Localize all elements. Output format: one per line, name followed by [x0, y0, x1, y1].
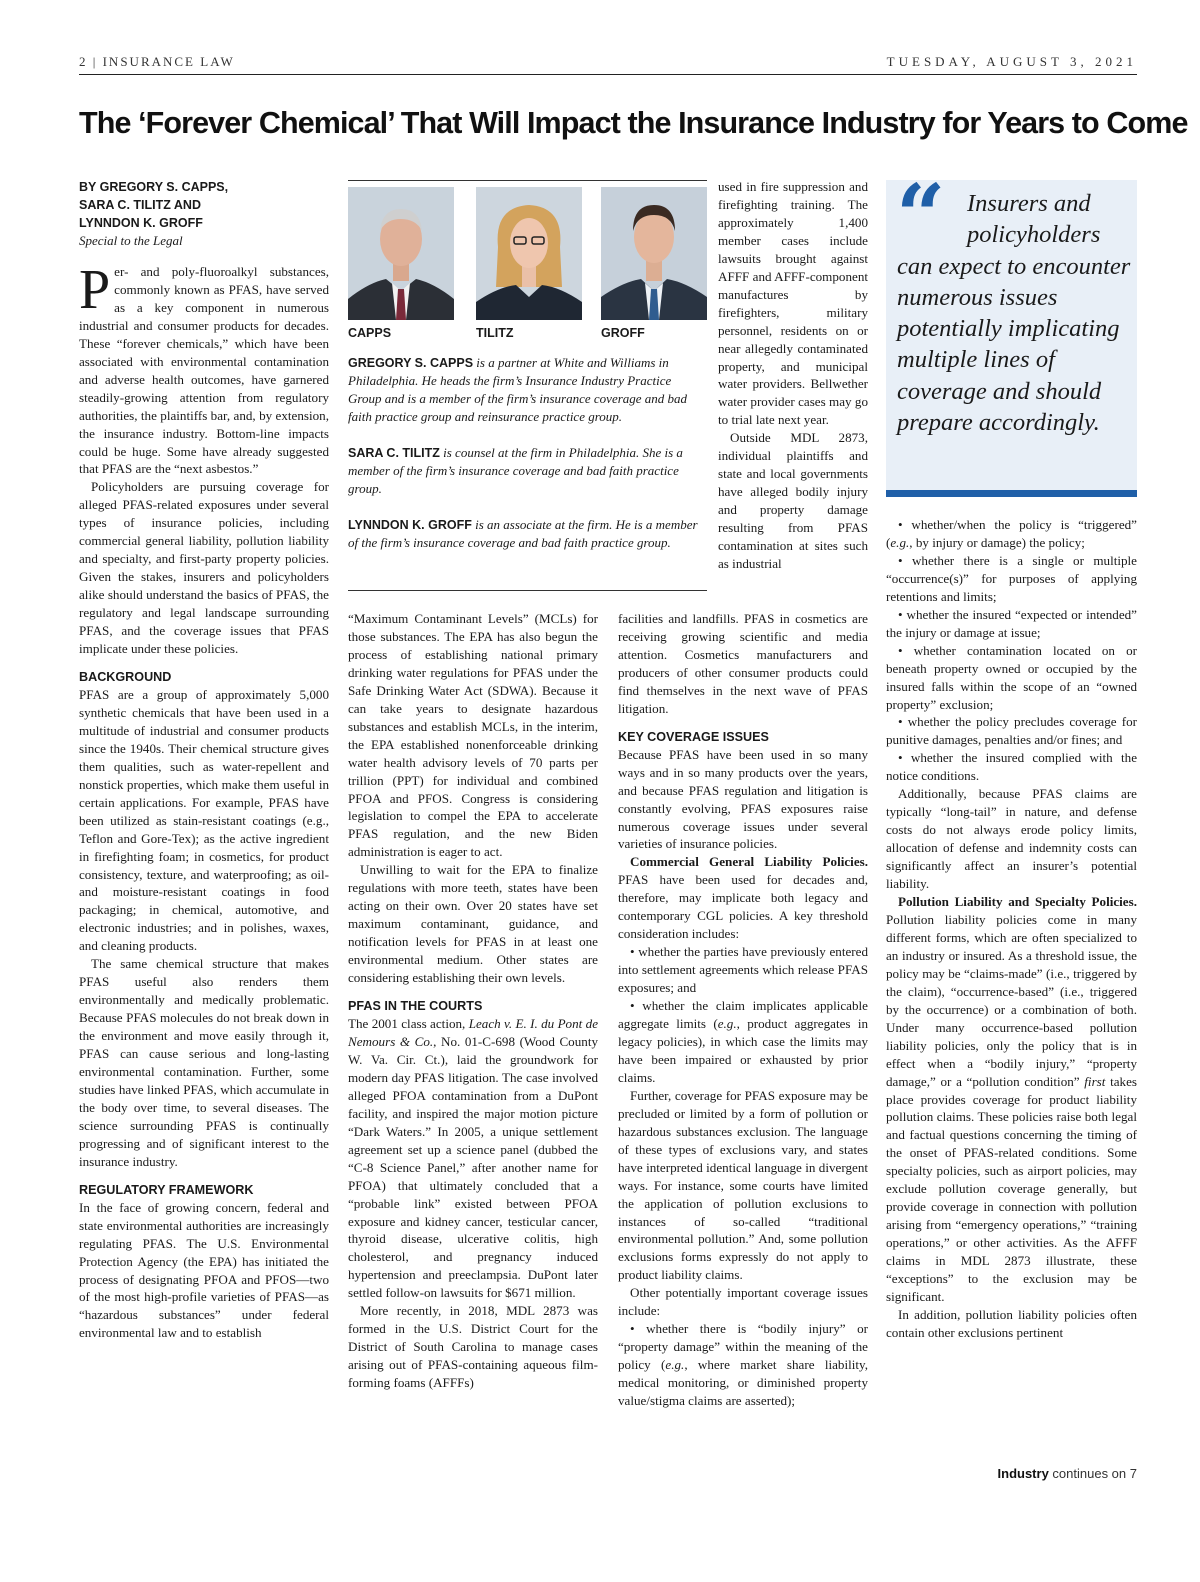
- byline-source: Special to the Legal: [79, 233, 183, 248]
- bio-capps: GREGORY S. CAPPS is a partner at White and Williams in Philadelphia. He heads the firm’s Insurance Industry Practice Group and is a member of the firm’s insurance coverage and bad faith practice group and reinsurance practice group.: [348, 355, 688, 424]
- bio-groff: LYNNDON K. GROFF is an associate at the firm. He is a member of the firm’s insurance coverage and bad faith practice group.: [348, 517, 698, 550]
- byline-author-1: BY GREGORY S. CAPPS,: [79, 180, 229, 194]
- column-3-top: [718, 178, 868, 573]
- column-3: [618, 610, 868, 1410]
- page-header: [79, 52, 1137, 75]
- paragraph: Other potentially important coverage issues include:: [618, 1285, 868, 1319]
- paragraph: More recently, in 2018, MDL 2873 was formed in the U.S. District Court for the District of South Carolina to manage cases arising out of PFAS-containing aqueous film-forming foams (AFFFs): [348, 1303, 598, 1391]
- continuation-note: Industry continues on 7: [997, 1466, 1137, 1481]
- paragraph: In the face of growing concern, federal and state environmental authorities are increasingly regulating PFAS. The U.S. Environmental Protection Agency (the EPA) has initiated the process of designating PFOA and PFOS—two of the most high-profile varieties of PFAS—as “hazardous substances” under federal environmental law and to establish: [79, 1199, 329, 1341]
- paragraph: Unwilling to wait for the EPA to finalize regulations with more teeth, states have been acting on their own. Over 20 states have set maximum contaminant, guidance, and notification levels for PFAS in at least one environmental medium. Other states are considering establishing their own levels.: [348, 862, 598, 986]
- divider: [348, 590, 707, 591]
- groff-portrait-icon: [601, 187, 707, 320]
- paragraph: Further, coverage for PFAS exposure may be precluded or limited by a form of pollution or hazardous substances exclusion. The language of these types of exclusions vary, and states have interpreted identical language in divergent ways. For instance, some courts have limited the application of pollution exclusions to instances of so-called “traditional environmental pollution.” And, some pollution exclusions forms expressly do not apply to product liability claims.: [618, 1087, 868, 1283]
- tilitz-photo: [476, 187, 582, 320]
- section-heading-courts: PFAS IN THE COURTS: [348, 999, 483, 1014]
- author-bios: [348, 354, 707, 570]
- paragraph: Because PFAS have been used in so many ways and in so many products over the years, and because PFAS regulation and litigation is constantly evolving, PFAS exposures raise numerous coverage issues under several varieties of insurance policies.: [618, 746, 868, 852]
- pull-quote: [886, 166, 1137, 497]
- issue-date: TUESDAY, AUGUST 3, 2021: [886, 54, 1137, 69]
- bullet-item: • whether the policy precludes coverage for punitive damages, penalties and/or fines; and: [886, 714, 1137, 748]
- byline-author-3: LYNNDON K. GROFF: [79, 216, 203, 230]
- column-1: [79, 178, 329, 1342]
- paragraph: The same chemical structure that makes PFAS useful also renders them environmentally and medically problematic. Because PFAS molecules do not break down in the environment and move easily through it, PFAS can cause serious and long-lasting environmental contamination. Further, some studies have linked PFAS, which accumulate in the body over time, to several diseases. The science surrounding PFAS is continually progressing and of significant interest to the insurance industry.: [79, 956, 329, 1169]
- capps-portrait-icon: [348, 187, 454, 320]
- bullet-item: • whether there is “bodily injury” or “property damage” within the meaning of the policy (e.g., where market share liability, medical monitoring, or diminished property value/stigma claims are asserted);: [618, 1321, 868, 1409]
- capps-photo: [348, 187, 454, 320]
- bullet-item: • whether the parties have previously entered into settlement agreements which release PFAS exposures; and: [618, 944, 868, 996]
- section-heading-key-coverage: KEY COVERAGE ISSUES: [618, 729, 769, 744]
- column-2: [348, 610, 598, 1392]
- paragraph: facilities and landfills. PFAS in cosmetics are receiving growing scientific and media attention. Cosmetics manufacturers and producers of other consumer products could find themselves in the next wave of PFAS litigation.: [618, 611, 868, 716]
- bullet-item: • whether/when the policy is “triggered” (e.g., by injury or damage) the policy;: [886, 517, 1137, 550]
- pull-quote-text: Insurers and policyholders can expect to encounter numerous issues potentially implicating multiple lines of coverage and should prepare accordingly.: [897, 190, 1131, 437]
- paragraph: Policyholders are pursuing coverage for alleged PFAS-related exposures under several types of insurance policies, including commercial general liability, pollution liability and specialty, and first-party property policies. Given the stakes, insurers and policyholders alike should understand the basics of PFAS, the regulatory and legal landscape surrounding PFAS, and the coverage issues that PFAS implicate under these policies.: [79, 479, 329, 657]
- bio-tilitz: SARA C. TILITZ is counsel at the firm in Philadelphia. She is a member of the firm’s insurance coverage and bad faith practice group.: [348, 445, 683, 496]
- bullet-item: • whether the insured “expected or intended” the injury or damage at issue;: [886, 606, 1137, 640]
- section-heading-background: BACKGROUND: [79, 669, 172, 684]
- paragraph: “Maximum Contaminant Levels” (MCLs) for those substances. The EPA has also begun the process of establishing national primary drinking water regulations for PFAS under the Safe Drinking Water Act (SDWA). Because it can take years to designate hazardous substances and establish MCLs, in the interim, the EPA established nonenforceable drinking water health advisory levels of 70 parts per trillion (PPT) for individual and combined PFOA and PFOS. Congress is considering legislation to compel the EPA to accelerate PFAS regulation, and the new Biden administration is eager to act.: [348, 611, 598, 860]
- bullet-item: • whether the claim implicates applicable aggregate limits (e.g., product aggregates in legacy policies), in which case the limits may have been impaired or exhausted by prior claims.: [618, 998, 869, 1085]
- paragraph: The 2001 class action, Leach v. E. I. du Pont de Nemours & Co., No. 01-C-698 (Wood County W. Va. Cir. Ct.), laid the groundwork for modern day PFAS litigation. The case involved alleged PFOA contamination from a DuPont facility, and inspired the major motion picture “Dark Waters.” In 2005, a unique settlement agreement set up a science panel (dubbed the “C-8 Science Panel,” after another name for PFOA) that ultimately concluded that a “probable link” existed between PFOA exposure and kidney cancer, testicular cancer, thyroid disease, ulcerative colitis, high cholesterol, and pregnancy induced hypertension and preeclampsia. DuPont later settled follow-on lawsuits for $671 million.: [348, 1016, 599, 1301]
- byline: [79, 178, 329, 232]
- paragraph: PFAS are a group of approximately 5,000 synthetic chemicals that have been used in a multitude of industrial and consumer products since the 1940s. Their chemical structure gives them qualities, such as water-repellent and nonstick properties, which make them useful in certain applications. For example, PFAS have been utilized as stain-resistant coatings (e.g., Teflon and Gore-Tex); as the active ingredient in firefighting foam; in cosmetics, for product consistency, texture, and waterproofing; as oil- and moisture-resistant coatings in food packaging; in chemical, automotive, and electronic industries; and in polishes, waxes, and cleaning products.: [79, 686, 329, 954]
- paragraph: used in fire suppression and firefighting training. The approximately 1,400 member cases include lawsuits brought against AFFF and AFFF-component manufactures by firefighters, military personnel, residents on or near allegedly contaminated property, and municipal water providers. Bellwether water provider cases may go to trial late next year.: [718, 179, 868, 428]
- pull-quote-bar: [886, 490, 1137, 497]
- photo-caption-capps: CAPPS: [348, 326, 392, 340]
- tilitz-portrait-icon: [476, 187, 582, 320]
- photo-caption-groff: GROFF: [601, 326, 645, 340]
- article-title: The ‘Forever Chemical’ That Will Impact the Insurance Industry for Years to Come: [79, 106, 1188, 140]
- drop-cap: P: [79, 259, 111, 321]
- page-section-label: 2 | INSURANCE LAW: [79, 54, 235, 69]
- intro-paragraph: Per- and poly-fluoroalkyl substances, commonly known as PFAS, have served as a key component in numerous industrial and consumer products for decades. These “forever chemicals,” which have been associated with environmental contamination and adverse health outcomes, have garnered steadily-growing attention from regulatory authorities, the plaintiffs bar, and, by extension, the insurance industry. Bottom-line impacts could be huge. Some have already suggested that PFAS are the “next asbestos.”: [79, 259, 329, 477]
- quote-mark-icon: “: [896, 166, 946, 267]
- groff-photo: [601, 187, 707, 320]
- photo-caption-tilitz: TILITZ: [476, 326, 514, 340]
- column-4: [886, 516, 1137, 1342]
- paragraph: Additionally, because PFAS claims are typically “long-tail” in nature, and defense costs do not always erode policy limits, allocation of defense and indemnity costs can significantly affect an insurer’s potential liability.: [886, 786, 1137, 892]
- divider: [348, 180, 707, 181]
- paragraph: Commercial General Liability Policies. PFAS have been used for decades and, therefore, may implicate both legacy and contemporary CGL policies. A key threshold consideration includes:: [618, 854, 868, 942]
- paragraph: Pollution Liability and Specialty Policies. Pollution liability policies come in many different forms, which are often specialized to an industry or insured. As a threshold issue, the policy may be “claims-made” (i.e., triggered by the claim), “occurrence-based” (i.e., triggered by the occurrence) or a combination of both. Under many occurrence-based pollution liability policies, only the policy that is in effect when a “bodily injury,” “property damage,” or a “pollution condition” first takes place provides coverage for product liability pollution claims. These policies raise both legal and factual questions concerning the timing of the onset of PFAS-related conditions. Some specialty policies, such as airport policies, may exclude pollution coverage generally, but provide coverage in connection with pollution arising from “emergency operations,” “training operations,” or other activities. As the AFFF claims in MDL 2873 illustrate, these “exceptions” to the exclusion may be significant.: [886, 894, 1137, 1304]
- author-photos-block: [348, 180, 707, 592]
- bullet-item: • whether the insured complied with the notice conditions.: [886, 750, 1137, 784]
- bullet-item: • whether contamination located on or beneath property owned or occupied by the insured falls within the scope of an “owned property” exclusion;: [886, 642, 1137, 712]
- bullet-item: • whether there is a single or multiple “occurrence(s)” for purposes of applying retentions and limits;: [886, 552, 1137, 604]
- paragraph: In addition, pollution liability policies often contain other exclusions pertinent: [886, 1306, 1137, 1340]
- paragraph: Outside MDL 2873, individual plaintiffs and state and local governments have alleged bodily injury and property damage resulting from PFAS contamination at sites such as industrial: [718, 430, 868, 572]
- section-heading-regulatory: REGULATORY FRAMEWORK: [79, 1182, 254, 1197]
- byline-author-2: SARA C. TILITZ AND: [79, 198, 201, 212]
